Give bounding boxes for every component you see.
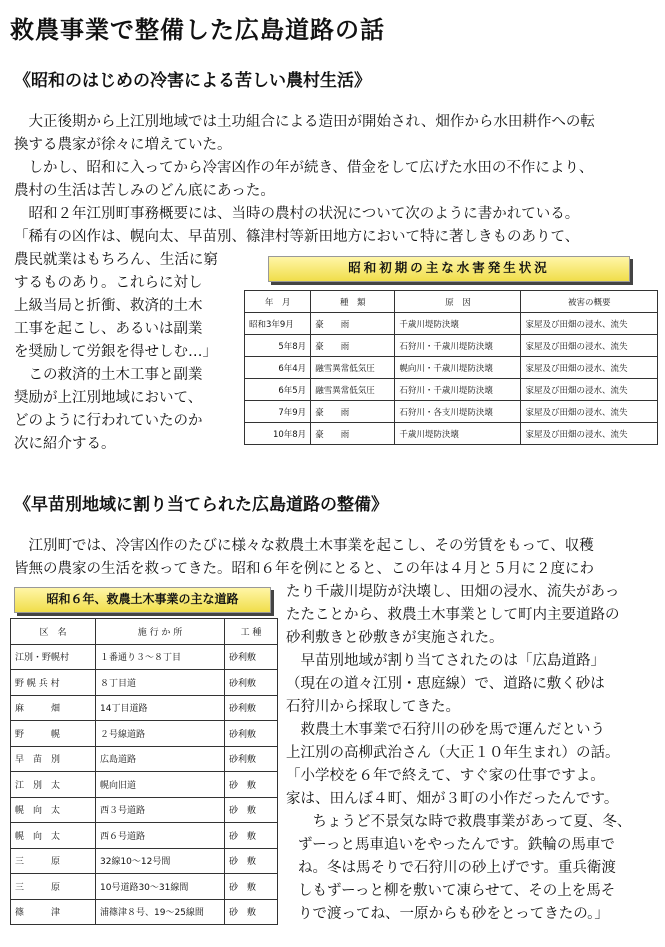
table-row (11, 899, 278, 925)
table-row (11, 721, 278, 747)
table-cell: 早 苗 別 (11, 746, 96, 772)
table-row (11, 848, 278, 874)
table2-caption: 昭和６年、救農土木事業の主な道路 (14, 587, 271, 613)
table-cell: 砂 敷 (225, 848, 278, 874)
table-row (11, 746, 278, 772)
table-cell: ２号線道路 (96, 721, 225, 747)
table-cell: 32線10～12号間 (96, 848, 225, 874)
table-cell: 野 幌 (11, 721, 96, 747)
paragraph-line: ちょうど不景気な時で救農事業があって夏、冬、 (298, 814, 632, 830)
paragraph-line: 工事を起こし、あるいは副業 (14, 321, 203, 337)
table-row (11, 823, 278, 849)
table-cell: 砂 敷 (225, 899, 278, 925)
table-row (245, 379, 658, 401)
table-cell: 豪 雨 (311, 423, 395, 445)
table-cell: 7年9月 (245, 401, 311, 423)
table-cell: 砂利敷 (225, 695, 278, 721)
column-header: 区 名 (11, 619, 96, 645)
table-row (11, 797, 278, 823)
table-row (245, 335, 658, 357)
paragraph-line: 江別町では、冷害凶作のたびに様々な救農土木事業を起こし、その労賃をもって、収穫 (14, 538, 594, 554)
table-cell: 砂利敷 (225, 670, 278, 696)
paragraph-line: 次に紹介する。 (14, 436, 116, 452)
section2-body (14, 535, 594, 581)
page-title: 救農事業で整備した広島道路の話 (10, 16, 385, 44)
paragraph-line: 換する農家が徐々に増えていた。 (14, 137, 232, 153)
table-cell: 篠 津 (11, 899, 96, 925)
table-cell: 融雪異常低気圧 (311, 357, 395, 379)
column-header: 工 種 (225, 619, 278, 645)
table-cell: 14丁目道路 (96, 695, 225, 721)
section1-left-column (14, 249, 218, 456)
table-cell: 石狩川・千歳川堤防決壊 (395, 379, 521, 401)
paragraph-line: たり千歳川堤防が決壊し、田畑の浸水、流失があっ (286, 584, 620, 600)
paragraph-line: 農民就業はもちろん、生活に窮 (14, 252, 218, 268)
paragraph-line: 大正後期から上江別地域では土功組合による造田が開始され、畑作から水田耕作への転 (14, 114, 595, 130)
table-cell: ８丁目道 (96, 670, 225, 696)
paragraph-line: （現在の道々江別・恵庭線）で、道路に敷く砂は (286, 676, 605, 692)
table-cell: 砂 敷 (225, 823, 278, 849)
table-cell: 砂利敷 (225, 721, 278, 747)
table-cell: 家屋及び田畑の浸水、流失 (521, 423, 658, 445)
table-cell: 石狩川・千歳川堤防決壊 (395, 335, 521, 357)
table-cell: 融雪異常低気圧 (311, 379, 395, 401)
table-cell: 6年4月 (245, 357, 311, 379)
paragraph-line: を奨励して労銀を得せしむ…」 (14, 344, 217, 360)
table-row (11, 670, 278, 696)
table-row (245, 401, 658, 423)
table-cell: 家屋及び田畑の浸水、流失 (521, 313, 658, 335)
table-cell: 10年8月 (245, 423, 311, 445)
table-cell: 広島道路 (96, 746, 225, 772)
table-cell: 砂利敷 (225, 746, 278, 772)
table-row (245, 423, 658, 445)
table2 (10, 618, 278, 925)
table-row (11, 644, 278, 670)
paragraph-line: 奨励が上江別地域において、 (14, 390, 203, 406)
paragraph-line: 皆無の農家の生活を救ってきた。昭和６年を例にとると、この年は４月と５月に２度にわ (14, 561, 594, 577)
column-header: 被害の概要 (521, 291, 658, 313)
table-cell: 江 別 太 (11, 772, 96, 798)
paragraph-line: ずーっと馬車追いをやったんです。鉄輪の馬車で (298, 837, 615, 853)
section2-heading: 《早苗別地域に割り当てられた広島道路の整備》 (14, 495, 388, 515)
table-cell: 千歳川堤防決壊 (395, 423, 521, 445)
section1-body (14, 111, 595, 249)
table-cell: 5年8月 (245, 335, 311, 357)
paragraph-line: どのように行われていたのか (14, 413, 203, 429)
table-cell: 幌 向 太 (11, 823, 96, 849)
paragraph-line: この救済的土木工事と副業 (14, 367, 203, 383)
table-cell: 西３号道路 (96, 797, 225, 823)
table-cell: 家屋及び田畑の浸水、流失 (521, 379, 658, 401)
column-header: 年 月 (245, 291, 311, 313)
paragraph-line: たたことから、救農土木事業として町内主要道路の (286, 607, 620, 623)
table-row (11, 772, 278, 798)
table-row (245, 313, 658, 335)
paragraph-line: 早苗別地域が割り当てされたのは「広島道路」 (286, 653, 605, 669)
paragraph-line: しかし、昭和に入ってから冷害凶作の年が続き、借金をして広げた水田の不作により、 (14, 160, 594, 176)
paragraph-line: 農村の生活は苦しみのどん底にあった。 (14, 183, 275, 199)
table-cell: 家屋及び田畑の浸水、流失 (521, 335, 658, 357)
table-row (11, 695, 278, 721)
table-header-row (245, 291, 658, 313)
paragraph-line: 砂利敷きと砂敷きが実施された。 (286, 630, 504, 646)
column-header: 種 類 (311, 291, 395, 313)
paragraph-line: 石狩川から採取してきた。 (286, 699, 460, 715)
table-cell: 幌 向 太 (11, 797, 96, 823)
column-header: 原 因 (395, 291, 521, 313)
table-cell: 家屋及び田畑の浸水、流失 (521, 401, 658, 423)
table-cell: 10号道路30～31線間 (96, 874, 225, 900)
column-header: 施 行 か 所 (96, 619, 225, 645)
paragraph-line: 「小学校を６年で終えて、すぐ家の仕事ですよ。 (286, 768, 605, 784)
paragraph-line: 「稀有の凶作は、幌向太、早苗別、篠津村等新田地方において特に著しきものありて、 (14, 229, 580, 245)
table-cell: 幌向旧道 (96, 772, 225, 798)
table-cell: 石狩川・各支川堤防決壊 (395, 401, 521, 423)
table1-caption: 昭和初期の主な水害発生状況 (268, 256, 630, 282)
table-cell: 砂 敷 (225, 874, 278, 900)
table-cell: 豪 雨 (311, 335, 395, 357)
table-cell: 江別・野幌村 (11, 644, 96, 670)
table-cell: 三 原 (11, 874, 96, 900)
table-cell: 浦篠津８号、19～25線間 (96, 899, 225, 925)
paragraph-line: 家は、田んぼ４町、畑が３町の小作だったんです。 (286, 791, 619, 807)
section2-right-column (286, 581, 620, 811)
paragraph-line: 上江別の高柳武治さん（大正１０年生まれ）の話。 (286, 745, 620, 761)
table-cell: 6年5月 (245, 379, 311, 401)
table-cell: 砂 敷 (225, 797, 278, 823)
table-cell: 家屋及び田畑の浸水、流失 (521, 357, 658, 379)
section2-bottom-column (298, 811, 631, 926)
table-cell: 麻 畑 (11, 695, 96, 721)
table-cell: 三 原 (11, 848, 96, 874)
table-cell: 昭和3年9月 (245, 313, 311, 335)
table-cell: 幌向川・千歳川堤防決壊 (395, 357, 521, 379)
table-row (245, 357, 658, 379)
paragraph-line: 上級当局と折衝、救済的土木 (14, 298, 203, 314)
table-cell: １番通り３～８丁目 (96, 644, 225, 670)
table-cell: 西６号道路 (96, 823, 225, 849)
table-cell: 千歳川堤防決壊 (395, 313, 521, 335)
paragraph-line: するものあり。これらに対し (14, 275, 203, 291)
table-cell: 野 幌 兵 村 (11, 670, 96, 696)
paragraph-line: 昭和２年江別町事務概要には、当時の農村の状況について次のように書かれている。 (14, 206, 580, 222)
table-cell: 豪 雨 (311, 401, 395, 423)
section1-heading: 《昭和のはじめの冷害による苦しい農村生活》 (14, 71, 371, 91)
paragraph-line: ね。冬は馬そりで石狩川の砂上げです。重兵衛渡 (298, 860, 616, 876)
paragraph-line: 救農土木事業で石狩川の砂を馬で運んだという (286, 722, 605, 738)
table-header-row (11, 619, 278, 645)
table-cell: 豪 雨 (311, 313, 395, 335)
paragraph-line: りで渡ってね、一原からも砂をとってきたの。」 (298, 906, 609, 922)
table-row (11, 874, 278, 900)
paragraph-line: しもずーっと柳を敷いて凍らせて、その上を馬そ (298, 883, 616, 899)
table1 (244, 290, 658, 445)
table-cell: 砂利敷 (225, 644, 278, 670)
table-cell: 砂 敷 (225, 772, 278, 798)
